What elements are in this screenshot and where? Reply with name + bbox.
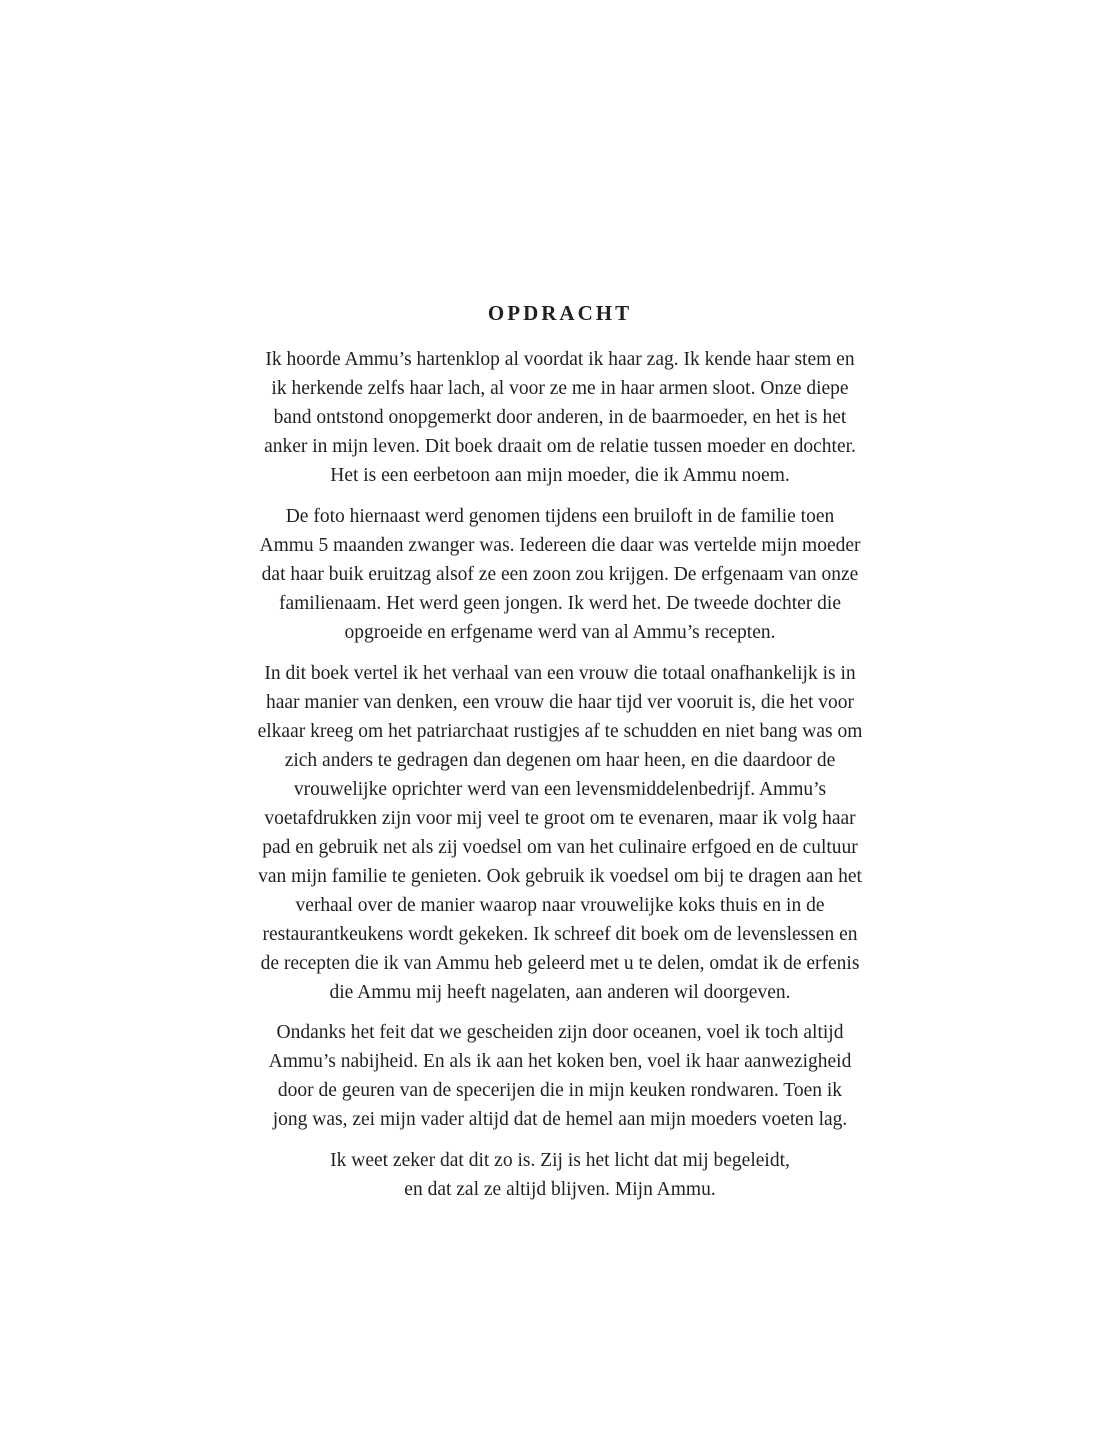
paragraph-4-line-3: door de geuren van de specerijen die in mijn keuken rondwaren. Toen ik <box>277 1080 843 1101</box>
paragraph-2-line-4: familienaam. Het werd geen jongen. Ik werd het. De tweede dochter die <box>278 593 841 614</box>
paragraph-3-line-11: de recepten die ik van Ammu heb geleerd met u te delen, omdat ik de erfenis <box>260 953 860 974</box>
paragraph-3-line-9: verhaal over de manier waarop naar vrouwelijke koks thuis en in de <box>295 895 825 916</box>
paragraph-3-line-7: pad en gebruik net als zij voedsel om van het culinaire erfgoed en de cultuur <box>262 837 858 858</box>
paragraph-2-line-1: De foto hiernaast werd genomen tijdens een bruiloft in de familie toen <box>285 506 835 527</box>
paragraph-1-line-1: Ik hoorde Ammu’s hartenklop al voordat ik haar zag. Ik kende haar stem en <box>265 349 855 370</box>
paragraph-5-line-1: Ik weet zeker dat dit zo is. Zij is het licht dat mij begeleidt, <box>330 1150 790 1171</box>
page-title: OPDRACHT <box>487 301 633 325</box>
paragraph-3-line-10: restaurantkeukens wordt gekeken. Ik schreef dit boek om de levenslessen en <box>262 924 858 945</box>
paragraph-3-line-1: In dit boek vertel ik het verhaal van een vrouw die totaal onafhankelijk is in <box>264 663 856 684</box>
paragraph-5-line-2: en dat zal ze altijd blijven. Mijn Ammu. <box>404 1179 716 1200</box>
paragraph-3-line-4: zich anders te gedragen dan degenen om haar heen, en die daardoor de <box>284 750 836 771</box>
paragraph-4-line-4: jong was, zei mijn vader altijd dat de hemel aan mijn moeders voeten lag. <box>272 1109 848 1130</box>
paragraph-2-line-3: dat haar buik eruitzag alsof ze een zoon zou krijgen. De erfgenaam van onze <box>261 564 859 585</box>
paragraph-3-line-12: die Ammu mij heeft nagelaten, aan anderen wil doorgeven. <box>329 982 791 1003</box>
paragraph-4-line-1: Ondanks het feit dat we gescheiden zijn door oceanen, voel ik toch altijd <box>276 1022 844 1043</box>
paragraph-3-line-2: haar manier van denken, een vrouw die haar tijd ver vooruit is, die het voor <box>265 692 855 713</box>
paragraph-3-line-8: van mijn familie te genieten. Ook gebruik ik voedsel om bij te dragen aan het <box>258 866 862 887</box>
paragraph-1-line-2: ik herkende zelfs haar lach, al voor ze me in haar armen sloot. Onze diepe <box>271 378 849 399</box>
paragraph-3-line-5: vrouwelijke oprichter werd van een levensmiddelenbedrijf. Ammu’s <box>293 779 827 800</box>
paragraph-3-line-3: elkaar kreeg om het patriarchaat rustigjes af te schudden en niet bang was om <box>257 721 863 742</box>
paragraph-4-line-2: Ammu’s nabijheid. En als ik aan het koken ben, voel ik haar aanwezigheid <box>268 1051 852 1072</box>
paragraph-1-line-3: band ontstond onopgemerkt door anderen, in de baarmoeder, en het is het <box>273 407 847 428</box>
paragraph-1-line-4: anker in mijn leven. Dit boek draait om de relatie tussen moeder en dochter. <box>264 436 856 457</box>
paragraph-2-line-5: opgroeide en erfgename werd van al Ammu’s recepten. <box>344 622 776 643</box>
paragraph-1-line-5: Het is een eerbetoon aan mijn moeder, die ik Ammu noem. <box>330 465 790 486</box>
paragraph-2-line-2: Ammu 5 maanden zwanger was. Iedereen die daar was vertelde mijn moeder <box>259 535 861 556</box>
paragraph-3-line-6: voetafdrukken zijn voor mij veel te groot om te evenaren, maar ik volg haar <box>264 808 856 829</box>
